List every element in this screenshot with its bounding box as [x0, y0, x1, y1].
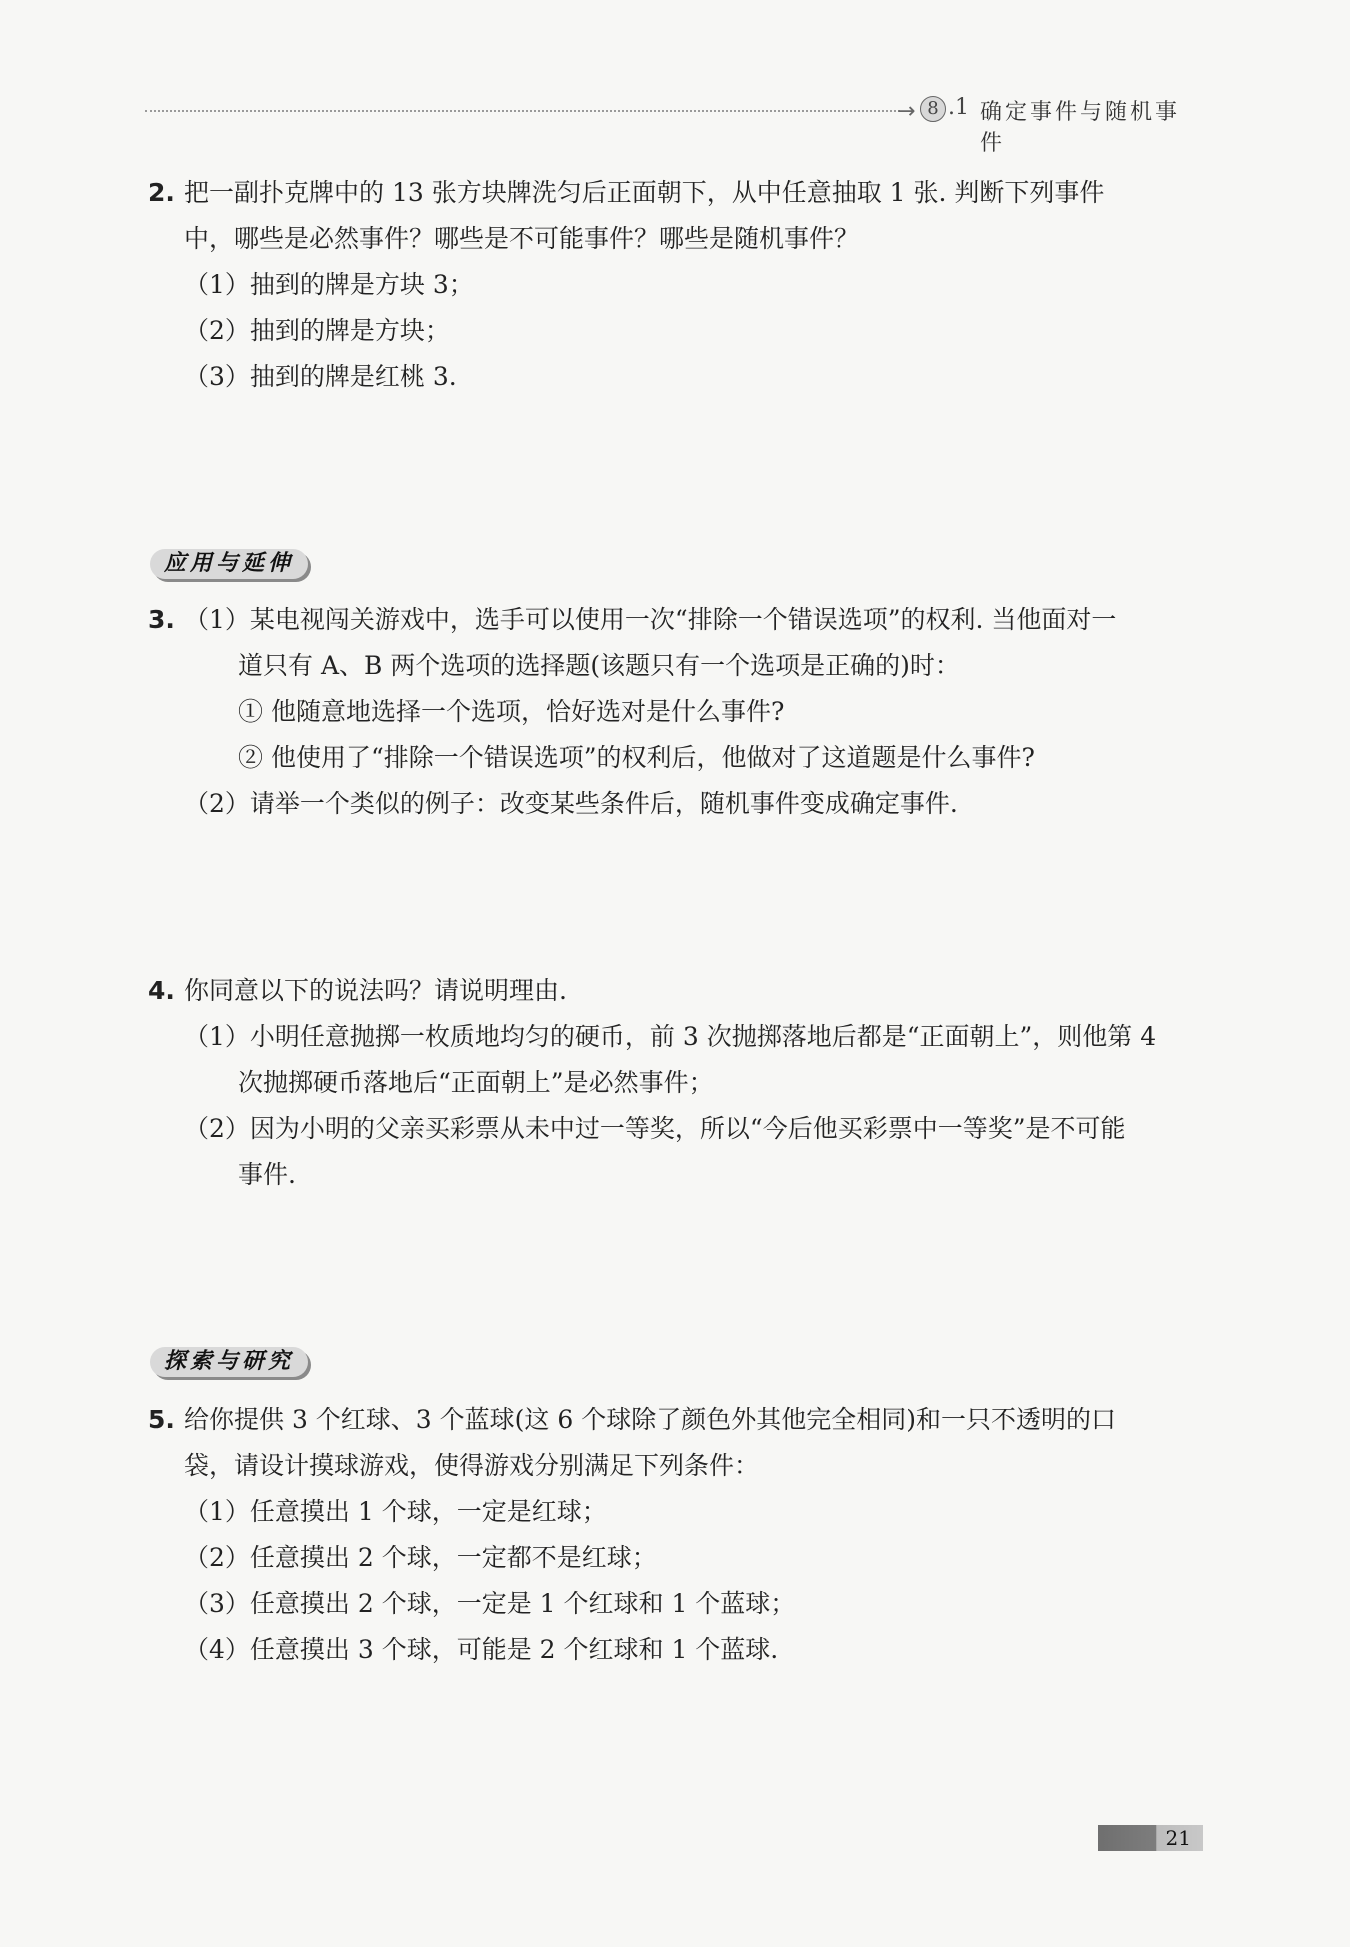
question-5-item-4: （4）任意摸出 3 个球，可能是 2 个红球和 1 个蓝球. — [184, 1635, 779, 1664]
header-title: 确定事件与随机事件 — [980, 100, 1181, 156]
question-3-line-1: 3. （1）某电视闯关游戏中，选手可以使用一次“排除一个错误选项”的权利. 当他面对一 — [148, 597, 1208, 643]
arrow-right-icon: → — [897, 99, 916, 124]
question-number: 4. — [148, 976, 175, 1005]
question-number: 3. — [148, 605, 175, 634]
question-4-item-2a: （2）因为小明的父亲买彩票从未中过一等奖，所以“今后他买彩票中一等奖”是不可能 — [184, 1114, 1126, 1143]
question-4-line-1: 4. 你同意以下的说法吗？请说明理由. — [148, 968, 1208, 1014]
question-4-item-2b: 事件. — [238, 1160, 296, 1189]
section-suffix: .1 — [948, 95, 969, 120]
question-2-line-2: 中，哪些是必然事件？哪些是不可能事件？哪些是随机事件？ — [184, 224, 860, 253]
question-number: 5. — [148, 1405, 175, 1434]
section-number — [920, 95, 969, 122]
question-5 — [148, 1397, 1208, 1673]
question-2-item-1: （1）抽到的牌是方块 3； — [184, 270, 474, 299]
header-dotted-line — [145, 110, 900, 112]
question-4 — [148, 968, 1208, 1198]
question-5-item-1: （1）任意摸出 1 个球，一定是红球； — [184, 1497, 607, 1526]
running-header — [145, 95, 1200, 156]
question-2-item-3: （3）抽到的牌是红桃 3. — [184, 362, 457, 391]
page-number-bar — [1098, 1825, 1203, 1851]
question-3-sub-1: ① 他随意地选择一个选项，恰好选对是什么事件? — [238, 697, 785, 726]
question-3-part-2: （2）请举一个类似的例子：改变某些条件后，随机事件变成确定事件. — [184, 789, 958, 818]
question-3-line-2: 道只有 A、B 两个选项的选择题(该题只有一个选项是正确的)时： — [238, 651, 960, 680]
question-5-line-2: 袋，请设计摸球游戏，使得游戏分别满足下列条件： — [184, 1451, 760, 1480]
section-badge-application: 应用与延伸 — [150, 549, 308, 579]
question-number: 2. — [148, 178, 175, 207]
question-2-line-1: 2. 把一副扑克牌中的 13 张方块牌洗匀后正面朝下，从中任意抽取 1 张. 判断下列事件 — [148, 170, 1208, 216]
question-2-item-2: （2）抽到的牌是方块； — [184, 316, 450, 345]
question-2 — [148, 170, 1208, 400]
page-number: 21 — [1165, 1826, 1191, 1850]
chapter-circle: 8 — [920, 96, 946, 122]
question-3 — [148, 597, 1208, 827]
question-5-item-2: （2）任意摸出 2 个球，一定都不是红球； — [184, 1543, 657, 1572]
question-4-item-1a: （1）小明任意抛掷一枚质地均匀的硬币，前 3 次抛掷落地后都是“正面朝上”，则他第 4 — [184, 1022, 1157, 1051]
question-4-item-1b: 次抛掷硬币落地后“正面朝上”是必然事件； — [238, 1068, 714, 1097]
question-5-line-1: 5. 给你提供 3 个红球、3 个蓝球(这 6 个球除了颜色外其他完全相同)和一只不透明的口 — [148, 1397, 1208, 1443]
question-3-sub-2: ② 他使用了“排除一个错误选项”的权利后，他做对了这道题是什么事件? — [238, 743, 1035, 772]
question-5-item-3: （3）任意摸出 2 个球，一定是 1 个红球和 1 个蓝球； — [184, 1589, 796, 1618]
section-badge-exploration: 探索与研究 — [150, 1347, 308, 1377]
